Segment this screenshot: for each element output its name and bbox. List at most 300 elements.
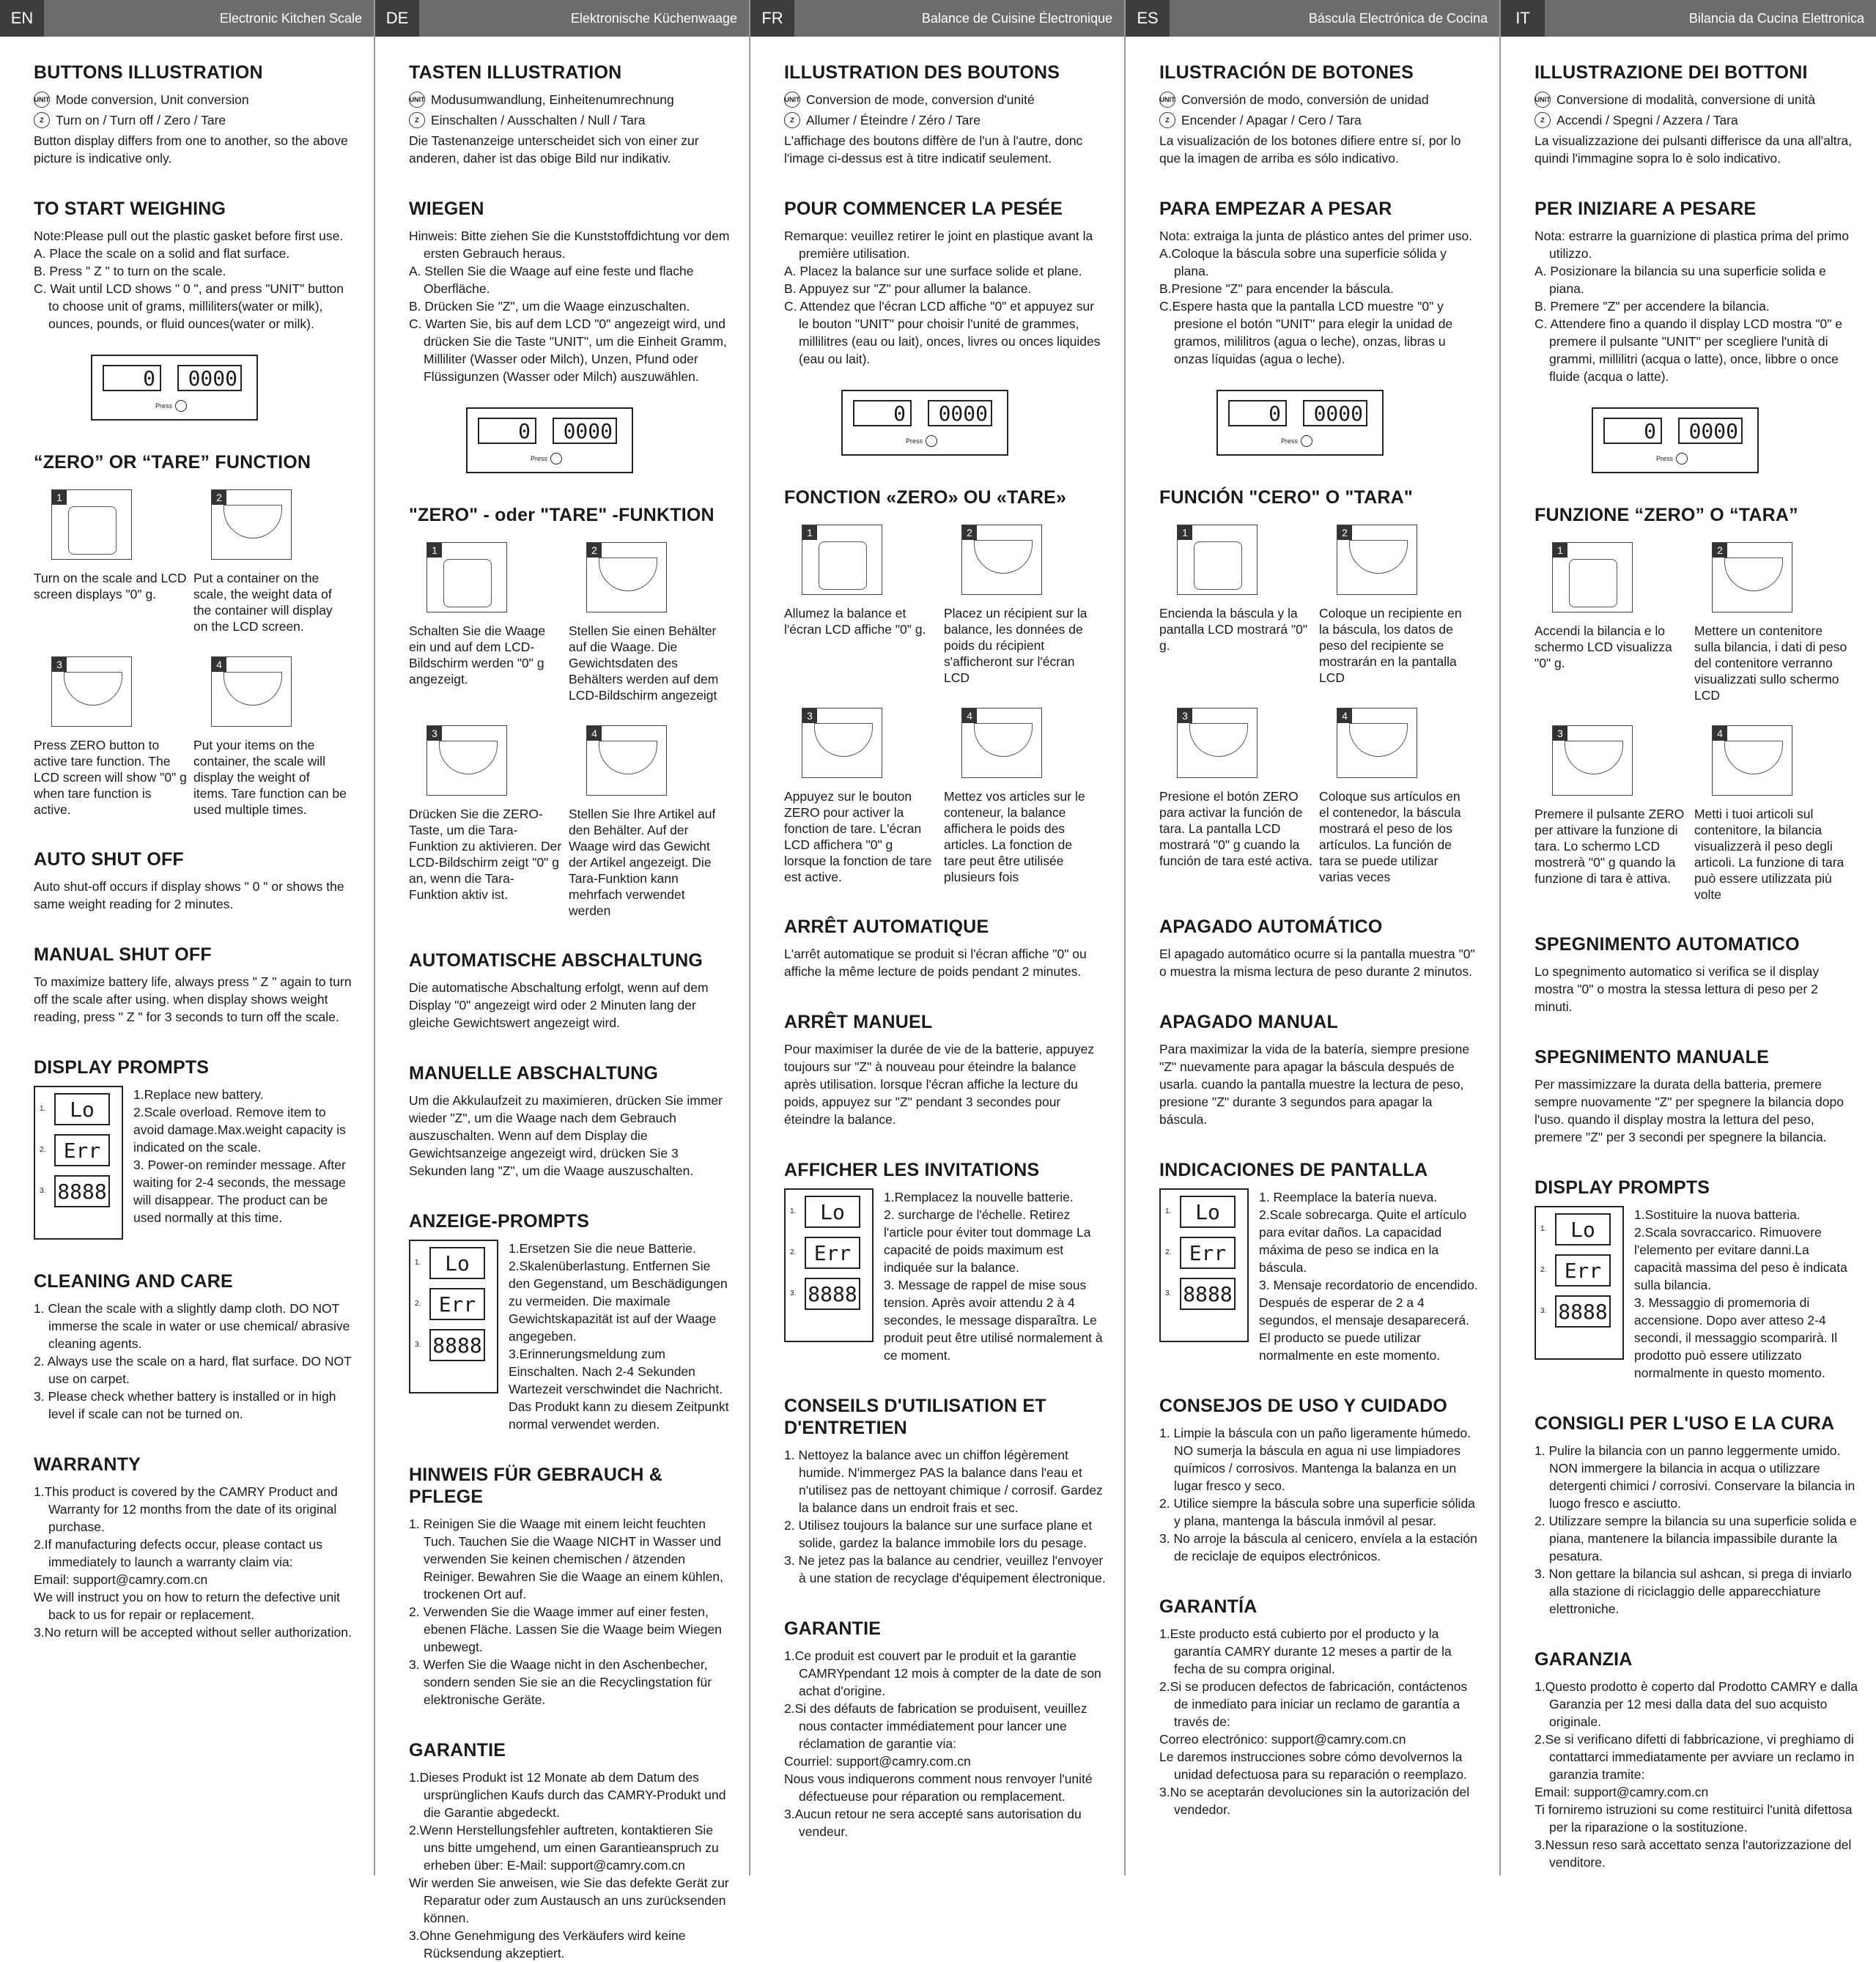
display-prompts-section [1159, 1159, 1482, 1364]
auto-shut-off-text: Lo spegnimento automatico si verifica se il display mostra "0" o mostra la stessa lettura di peso per 2 minuti. [1535, 964, 1820, 1014]
warranty-item: 1.Ce produit est couvert par le produit et la garantie CAMRYpendant 12 mois à compter de la date de son achat d'origine. [784, 1648, 1101, 1698]
column-body [0, 37, 374, 1641]
column-body [375, 37, 749, 1962]
z-button-row [34, 111, 356, 129]
section-heading: CLEANING AND CARE [34, 1271, 233, 1292]
section-heading: ILUSTRACIÓN DE BOTONES [1159, 62, 1414, 83]
start-weighing-section [784, 198, 1107, 456]
step-item: C. Attendere fino a quando il display LCD mostra "0" e premere il pulsante "UNIT" per scegliere l'unità di grammi, millilitri (acqua o latte), once, libbre o once fluide (acqua o latte). [1535, 316, 1843, 384]
warranty-list [1159, 1625, 1482, 1818]
section-heading: AUTO SHUT OFF [34, 849, 184, 870]
step-number: 1 [52, 490, 67, 505]
prompt-code: Err [805, 1237, 860, 1269]
section-heading: GARANZIA [1535, 1649, 1633, 1670]
tare-step-text: Mettez vos articles sur le conteneur, la balance affichera le poids des articles. La fonction de tare peut être utilisée plusieurs fois [944, 789, 1085, 884]
language-column-en [0, 0, 375, 1876]
section-heading: FUNCIÓN "CERO" O "TARA" [1159, 487, 1413, 508]
tare-section [1535, 504, 1858, 903]
bowl-icon [599, 741, 657, 774]
scale-illustration-icon [802, 708, 882, 778]
manual-shut-off-section [34, 944, 356, 1026]
step-number: 1 [1553, 543, 1567, 558]
prompt-number: 1. [40, 1105, 46, 1113]
tare-step-text: Encienda la báscula y la pantalla LCD mostrará "0" g. [1159, 606, 1308, 653]
warranty-item: Email: support@camry.com.cn [34, 1572, 208, 1587]
prompt-codes-panel [409, 1240, 498, 1393]
prompt-explanation: 2.Scale overload. Remove item to avoid damage.Max.weight capacity is indicated on the scale. [133, 1105, 346, 1155]
scale-illustration-icon [1337, 708, 1417, 778]
column-body [1126, 37, 1499, 1818]
prompt-explanation: 3. Message de rappel de mise sous tension. Après avoir attendu 2 à 4 secondes, le message disparaîtra. Le produit peut être utilisé normalement à ce moment. [884, 1278, 1103, 1363]
scale-illustration-icon [586, 542, 667, 612]
language-column-de [375, 0, 750, 1961]
column-header [1126, 0, 1499, 37]
section-heading: HINWEIS FÜR GEBRAUCH & PFLEGE [409, 1465, 663, 1507]
tare-step-text: Coloque un recipiente en la báscula, los datos de peso del recipiente se mostrarán en la pantalla LCD [1319, 606, 1462, 685]
care-item: 2. Utilizzare sempre la bilancia su una superficie solida e piana, mantenere la bilancia impassibile durante la pesatura. [1535, 1514, 1857, 1563]
column-body [750, 37, 1124, 1840]
press-label: Press [155, 402, 173, 410]
prompt-number: 1. [790, 1207, 797, 1215]
prompt-explanations [1259, 1188, 1482, 1364]
tare-step [409, 533, 563, 703]
bowl-icon [224, 505, 282, 538]
step-number: 1 [1178, 525, 1192, 540]
prompt-code: Lo [54, 1093, 110, 1125]
warranty-item: Email: support@camry.com.cn [1535, 1785, 1709, 1799]
buttons-section [784, 62, 1107, 167]
tare-step [409, 717, 563, 919]
tare-step [784, 699, 938, 885]
warranty-item: 1.This product is covered by the CAMRY Product and Warranty for 12 months from the date of its original purchase. [34, 1484, 338, 1534]
step-number: 1 [802, 525, 817, 540]
z-button-label: Allumer / Éteindre / Zéro / Tare [806, 113, 981, 127]
press-hint [531, 450, 562, 467]
step-item: Nota: extraiga la junta de plástico antes del primer uso. [1159, 229, 1473, 243]
prompt-number: 2. [415, 1300, 421, 1308]
warranty-item: 2.Si se producen defectos de fabricación, contáctenos de inmediato para iniciar un reclamo de garantía a través de: [1159, 1679, 1468, 1729]
step-item: A.Coloque la báscula sobre una superficie sólida y plana. [1159, 246, 1447, 278]
power-button-icon [175, 400, 187, 412]
tare-step [569, 533, 723, 703]
prompt-number: 3. [40, 1187, 46, 1195]
warranty-list [1535, 1678, 1858, 1871]
prompt-explanation: 3. Mensaje recordatorio de encendido. Después de esperar de 2 a 4 segundos, el mensaje desaparecerá. El producto se puede utilizar normalmente en este momento. [1259, 1278, 1478, 1363]
tare-steps-grid [1535, 533, 1858, 903]
manual-shut-off-text: Para maximizar la vida de la batería, siempre presione "Z" nuevamente para apagar la báscula después de usarla. cuando la pantalla muestre la lectura de peso, presione "Z" durante 3 segundos para apagar la báscula. [1159, 1042, 1470, 1127]
care-item: 3. Ne jetez pas la balance au cendrier, veuillez l'envoyer à une station de recyclage d'équipement électronique. [784, 1553, 1106, 1585]
prompt-number: 3. [790, 1289, 797, 1297]
language-column-es [1126, 0, 1501, 1876]
step-number: 3 [1553, 726, 1567, 741]
prompt-explanation: 3. Power-on reminder message. After waiting for 2-4 seconds, the message will disappear. The product can be used normally at this time. [133, 1158, 346, 1225]
display-prompts-section [409, 1210, 731, 1433]
prompt-code-row [40, 1093, 117, 1125]
warranty-item: Ti forniremo istruzioni su come restituirci l'unità difettosa per la riparazione o la sostituzione. [1535, 1802, 1853, 1835]
manual-shut-off-text: To maximize battery life, always press " Z " again to turn off the scale after using. when display shows weight reading, press " Z " for 3 seconds to turn off the scale. [34, 974, 352, 1024]
warranty-item: Wir werden Sie anweisen, wie Sie das defekte Gerät zur Reparatur oder zum Austausch an uns zurücksenden können. [409, 1876, 729, 1925]
tare-steps-grid [409, 533, 731, 919]
step-item: B. Drücken Sie "Z", um die Waage einzuschalten. [409, 299, 690, 314]
press-hint [1281, 432, 1312, 450]
section-heading: “ZERO” OR “TARE” FUNCTION [34, 452, 311, 473]
power-zero-button-icon: Z [1535, 112, 1551, 128]
bowl-icon [1724, 558, 1783, 591]
scale-illustration-icon [1712, 725, 1792, 796]
tare-step-text: Appuyez sur le bouton ZERO pour activer la fonction de tare. L'écran LCD affichera "0" g lorsque la fonction de tare est active. [784, 789, 932, 884]
display-prompts-section [1535, 1177, 1858, 1382]
prompt-explanation: 1. Reemplace la batería nueva. [1259, 1190, 1438, 1204]
start-steps [1159, 227, 1482, 368]
step-item: Nota: estrarre la guarnizione di plastica prima del primo utilizzo. [1535, 229, 1849, 261]
language-code: IT [1501, 0, 1545, 37]
prompt-code-row [415, 1288, 492, 1320]
bowl-icon [1724, 741, 1783, 774]
tare-step [1694, 717, 1848, 903]
tare-step [784, 516, 938, 686]
prompt-code: Err [429, 1288, 485, 1320]
warranty-item: 2.If manufacturing defects occur, please contact us immediately to launch a warranty claim via: [34, 1537, 322, 1569]
step-item: C.Espere hasta que la pantalla LCD muestre "0" y presione el botón "UNIT" para elegir la unidad de gramos, mililitros (agua o leche), onzas, libras u onzas líquidas (agua o leche). [1159, 299, 1453, 366]
manual-shut-off-section [1535, 1046, 1858, 1146]
section-heading: "ZERO" - oder "TARE" -FUNKTION [409, 505, 714, 525]
tare-step-text: Stellen Sie Ihre Artikel auf den Behälter. Auf der Waage wird das Gewicht der Artikel angezeigt. Die Tara-Funktion kann mehrfach verwendet werden [569, 807, 716, 918]
auto-shut-off-section [1159, 916, 1482, 980]
care-list [34, 1300, 356, 1423]
step-number: 4 [587, 726, 602, 741]
scale-illustration-icon [211, 656, 292, 727]
tare-step [193, 648, 347, 818]
product-title: Electronic Kitchen Scale [219, 10, 362, 26]
scale-illustration-icon [1337, 525, 1417, 595]
warranty-item: Nous vous indiquerons comment nous renvoyer l'unité défectueuse pour réparation ou remplacement. [784, 1772, 1093, 1804]
prompt-explanations [509, 1240, 731, 1433]
unit-button-row [1535, 91, 1858, 108]
z-button-row [409, 111, 731, 129]
tare-step [1535, 533, 1688, 703]
care-list [784, 1446, 1107, 1587]
prompt-code: Lo [429, 1247, 485, 1279]
scale-illustration-icon [961, 525, 1042, 595]
unit-button-row [34, 91, 356, 108]
lcd-weight-readout: 0 [103, 365, 161, 391]
lcd-unit-readout: 0000 [928, 400, 992, 426]
language-column-fr [750, 0, 1126, 1876]
section-heading: FONCTION «ZERO» OU «TARE» [784, 487, 1067, 508]
scale-illustration-icon [1552, 725, 1633, 796]
auto-shut-off-section [1535, 933, 1858, 1015]
care-list [409, 1515, 731, 1709]
section-heading: GARANTIE [784, 1618, 882, 1639]
step-item: Note:Please pull out the plastic gasket before first use. [34, 229, 344, 243]
prompt-code: 8888 [54, 1175, 110, 1207]
start-weighing-section [409, 198, 731, 473]
warranty-item: 2.Se si verificano difetti di fabbricazione, vi preghiamo di contattarci immediatamente per avviare un reclamo in garanzia tramite: [1535, 1732, 1855, 1782]
prompt-number: 3. [1540, 1307, 1547, 1315]
warranty-item: 3.No se aceptarán devoluciones sin la autorización del vendedor. [1159, 1785, 1470, 1817]
unit-button-label: Conversion de mode, conversion d'unité [806, 92, 1035, 107]
display-prompts [1159, 1188, 1482, 1364]
care-item: 1. Nettoyez la balance avec un chiffon légèrement humide. N'immergez PAS la balance dans l'eau et n'utilisez pas de nettoyant chimique / corrosif. Gardez la balance dans un endroit frais et sec. [784, 1448, 1103, 1515]
tare-step-text: Placez un récipient sur la balance, les données de poids du récipient s'afficheront sur l'écran LCD [944, 606, 1087, 685]
warranty-item: 3.No return will be accepted without seller authorization. [34, 1625, 352, 1640]
prompt-number: 2. [40, 1146, 46, 1154]
bowl-icon [814, 723, 873, 757]
care-list [1535, 1442, 1858, 1618]
lcd-unit-readout: 0000 [553, 418, 617, 444]
start-steps [1535, 227, 1858, 385]
prompt-number: 2. [790, 1248, 797, 1256]
prompt-code-row [790, 1278, 868, 1310]
auto-shut-off-section [784, 916, 1107, 980]
bowl-icon [1349, 540, 1408, 574]
power-zero-button-icon: Z [409, 112, 425, 128]
scale-icon [68, 506, 117, 555]
warranty-item: Le daremos instrucciones sobre cómo devolvernos la unidad defectuosa para su reparación o reemplazo. [1159, 1750, 1467, 1782]
warranty-item: 1.Questo prodotto è coperto dal Prodotto CAMRY e dalla Garanzia per 12 mesi dalla data del suo acquisto originale. [1535, 1679, 1858, 1729]
cleaning-care-section [409, 1464, 731, 1709]
prompt-code-row [1165, 1278, 1243, 1310]
manual-shut-off-section [784, 1011, 1107, 1128]
tare-step-text: Premere il pulsante ZERO per attivare la funzione di tara. Lo schermo LCD mostrerà "0" g quando la funzione di tara è attiva. [1535, 807, 1685, 886]
power-zero-button-icon: Z [784, 112, 800, 128]
scale-icon [1194, 541, 1242, 590]
unit-button-label: Mode conversion, Unit conversion [56, 92, 249, 107]
step-number: 3 [802, 708, 817, 723]
prompt-explanation: 3. Messaggio di promemoria di accensione. Dopo aver atteso 2-4 secondi, il messaggio scomparirà. Il prodotto può essere utilizzato normalmente in questo momento. [1634, 1295, 1838, 1380]
prompt-code-row [415, 1247, 492, 1279]
prompt-explanation: 1.Ersetzen Sie die neue Batterie. [509, 1241, 696, 1256]
start-weighing-section [1159, 198, 1482, 456]
care-item: 1. Pulire la bilancia con un panno leggermente umido. NON immergere la bilancia in acqua o utilizzare detergenti chimici / corrosivi. Conservare la bilancia in luogo fresco e asciutto. [1535, 1443, 1855, 1511]
display-prompts [34, 1086, 356, 1240]
start-weighing-section [1535, 198, 1858, 473]
warranty-list [34, 1483, 356, 1641]
warranty-section [409, 1739, 731, 1962]
unit-button-label: Conversión de modo, conversión de unidad [1181, 92, 1429, 107]
press-label: Press [1281, 437, 1299, 445]
prompt-code-row [1165, 1196, 1243, 1228]
language-code: ES [1126, 0, 1170, 37]
prompt-number: 1. [1165, 1207, 1172, 1215]
start-weighing-section [34, 198, 356, 421]
buttons-section [1535, 62, 1858, 167]
section-heading: APAGADO MANUAL [1159, 1012, 1338, 1032]
prompt-code-row [1540, 1295, 1618, 1328]
tare-step-text: Turn on the scale and LCD screen displays "0" g. [34, 571, 187, 601]
prompt-codes-panel [784, 1188, 874, 1342]
power-zero-button-icon: Z [1159, 112, 1175, 128]
step-item: A. Placez la balance sur une surface solide et plane. [784, 264, 1082, 278]
tare-step [569, 717, 723, 919]
bowl-icon [64, 672, 122, 706]
prompt-explanation: 2. surcharge de l'échelle. Retirez l'article pour éviter tout dommage La capacité de poids maximum est indiquée sur la balance. [884, 1207, 1091, 1275]
section-heading: ILLUSTRAZIONE DEI BOTTONI [1535, 62, 1808, 83]
prompt-explanations [884, 1188, 1107, 1364]
section-heading: TO START WEIGHING [34, 199, 226, 219]
product-title: Bilancia da Cucina Elettronica [1688, 10, 1864, 26]
prompt-explanations [1634, 1206, 1858, 1382]
lcd-display-diagram [466, 407, 633, 473]
section-heading: ILLUSTRATION DES BOUTONS [784, 62, 1060, 83]
step-number: 2 [1337, 525, 1352, 540]
section-heading: AUTOMATISCHE ABSCHALTUNG [409, 950, 704, 971]
prompt-number: 3. [415, 1341, 421, 1349]
start-steps [34, 227, 356, 333]
z-button-row [1535, 111, 1858, 129]
start-steps [409, 227, 731, 385]
prompt-codes-panel [34, 1086, 123, 1240]
prompt-number: 1. [415, 1259, 421, 1267]
scale-icon [1569, 559, 1617, 607]
tare-step-text: Coloque sus artículos en el contenedor, la báscula mostrará el peso de los artículos. La función de tara se puede utilizar varias veces [1319, 789, 1461, 884]
power-button-icon [926, 435, 937, 447]
buttons-section [34, 62, 356, 167]
display-prompts-section [34, 1056, 356, 1240]
prompt-explanation: 1.Remplacez la nouvelle batterie. [884, 1190, 1074, 1204]
warranty-section [34, 1454, 356, 1641]
scale-icon [819, 541, 867, 590]
section-heading: ARRÊT AUTOMATIQUE [784, 917, 989, 937]
step-item: C. Attendez que l'écran LCD affiche "0" et appuyez sur le bouton "UNIT" pour choisir l'unité de grammes, millilitres (eau ou lait), onces, livres ou onces liquides (eau ou lait). [784, 299, 1101, 366]
step-number: 2 [1713, 543, 1727, 558]
step-item: C. Warten Sie, bis auf dem LCD "0" angezeigt wird, und drücken Sie die Taste "UNIT", um die Einheit Gramm, Milliliter (Wasser oder Milch), Unzen, Pfund oder Flüssigunzen (Wasser oder Milch) auszuwählen. [409, 316, 727, 384]
step-number: 4 [962, 708, 977, 723]
z-button-label: Turn on / Turn off / Zero / Tare [56, 113, 226, 127]
step-number: 4 [212, 657, 226, 672]
prompt-code-row [415, 1329, 492, 1361]
unit-button-row [409, 91, 731, 108]
step-item: Remarque: veuillez retirer le joint en plastique avant la première utilisation. [784, 229, 1093, 261]
lcd-unit-readout: 0000 [177, 365, 242, 391]
warranty-item: We will instruct you on how to return the defective unit back to us for repair or replacement. [34, 1590, 340, 1622]
language-code: FR [750, 0, 794, 37]
tare-step-text: Put a container on the scale, the weight data of the container will display on the LCD screen. [193, 571, 333, 634]
auto-shut-off-text: Die automatische Abschaltung erfolgt, wenn auf dem Display "0" angezeigt wird oder 2 Minuten lang der gleiche Gewichtswert angezeigt wird. [409, 980, 709, 1030]
care-item: 2. Utilisez toujours la balance sur une surface plane et solide, gardez la balance immobile lors du pesage. [784, 1518, 1093, 1550]
bowl-icon [974, 723, 1033, 757]
prompt-code: Lo [805, 1196, 860, 1228]
tare-step [1159, 699, 1313, 885]
prompt-code: Err [1555, 1254, 1611, 1287]
press-label: Press [1656, 455, 1674, 462]
tare-step-text: Presione el botón ZERO para activar la función de tara. La pantalla LCD mostrará "0" g cuando la función de tara esté activa. [1159, 789, 1313, 868]
care-item: 1. Clean the scale with a slightly damp cloth. DO NOT immerse the scale in water or use chemical/ abrasive cleaning agents. [34, 1301, 350, 1351]
press-hint [155, 397, 187, 415]
bowl-icon [1565, 741, 1623, 774]
section-heading: SPEGNIMENTO AUTOMATICO [1535, 934, 1800, 955]
prompt-code-row [1540, 1254, 1618, 1287]
manual-shut-off-section [1159, 1011, 1482, 1128]
product-title: Balance de Cuisine Électronique [921, 10, 1112, 26]
buttons-section [409, 62, 731, 167]
power-button-icon [1676, 453, 1688, 464]
tare-step [34, 481, 188, 634]
bowl-icon [599, 558, 657, 591]
press-hint [906, 432, 937, 450]
press-label: Press [531, 455, 548, 462]
step-number: 2 [212, 490, 226, 505]
prompt-code: 8888 [1180, 1278, 1236, 1310]
warranty-section [1159, 1596, 1482, 1818]
prompt-code: Err [1180, 1237, 1236, 1269]
scale-icon [443, 559, 492, 607]
warranty-item: 3.Ohne Genehmigung des Verkäufers wird keine Rücksendung akzeptiert. [409, 1928, 686, 1961]
buttons-note: L'affichage des boutons diffère de l'un à l'autre, donc l'image ci-dessus est à titre indicatif seulement. [784, 133, 1083, 166]
tare-step-text: Stellen Sie einen Behälter auf die Waage. Die Gewichtsdaten des Behälters werden auf dem LCD-Bildschirm angezeigt [569, 623, 719, 703]
tare-steps-grid [1159, 516, 1482, 885]
display-prompts-section [784, 1159, 1107, 1364]
display-prompts [409, 1240, 731, 1433]
step-number: 2 [962, 525, 977, 540]
step-number: 3 [52, 657, 67, 672]
auto-shut-off-text: Auto shut-off occurs if display shows " 0 " or shows the same weight reading for 2 minutes. [34, 879, 344, 911]
z-button-row [1159, 111, 1482, 129]
warranty-item: 2.Si des défauts de fabrication se produisent, veuillez nous contacter immédiatement pour lancer une réclamation de garantie via: [784, 1701, 1087, 1751]
tare-steps-grid [34, 481, 356, 818]
section-heading: INDICACIONES DE PANTALLA [1159, 1160, 1428, 1180]
section-heading: PARA EMPEZAR A PESAR [1159, 199, 1392, 219]
unit-button-icon: UNIT [34, 92, 50, 108]
unit-button-icon: UNIT [1159, 92, 1175, 108]
z-button-label: Einschalten / Ausschalten / Null / Tara [431, 113, 646, 127]
scale-illustration-icon [586, 725, 667, 796]
prompt-code-row [40, 1134, 117, 1166]
prompt-explanation: 2.Skalenüberlastung. Entfernen Sie den Gegenstand, um Beschädigungen zu vermeiden. Die maximale Gewichtskapazität ist auf der Waage angegeben. [509, 1259, 728, 1344]
tare-step [1159, 516, 1313, 686]
section-heading: DISPLAY PROMPTS [1535, 1177, 1710, 1198]
section-heading: WARRANTY [34, 1454, 141, 1475]
lcd-display-diagram [841, 390, 1008, 456]
step-item: B. Appuyez sur "Z" pour allumer la balance. [784, 281, 1032, 296]
tare-step [944, 516, 1098, 686]
power-button-icon [550, 453, 562, 464]
warranty-item: 3.Aucun retour ne sera accepté sans autorisation du vendeur. [784, 1807, 1082, 1839]
auto-shut-off-text: L'arrêt automatique se produit si l'écran affiche "0" ou affiche la même lecture de poids pendant 2 minutes. [784, 947, 1087, 979]
step-number: 4 [1713, 726, 1727, 741]
column-header [1501, 0, 1876, 37]
z-button-label: Encender / Apagar / Cero / Tara [1181, 113, 1362, 127]
prompt-codes-panel [1535, 1206, 1624, 1360]
unit-button-icon: UNIT [1535, 92, 1551, 108]
lcd-display-diagram [91, 355, 258, 421]
tare-step [1319, 516, 1473, 686]
scale-illustration-icon [211, 489, 292, 560]
tare-step [944, 699, 1098, 885]
step-item: Hinweis: Bitte ziehen Sie die Kunststoffdichtung vor dem ersten Gebrauch heraus. [409, 229, 730, 261]
prompt-code: Lo [1555, 1213, 1611, 1245]
warranty-item: 3.Nessun reso sarà accettato senza l'autorizzazione del venditore. [1535, 1837, 1852, 1870]
warranty-item: Correo electrónico: support@camry.com.cn [1159, 1732, 1406, 1747]
scale-illustration-icon [1177, 708, 1258, 778]
section-heading: MANUELLE ABSCHALTUNG [409, 1063, 659, 1084]
lcd-weight-readout: 0 [478, 418, 536, 444]
press-label: Press [906, 437, 923, 445]
warranty-item: Courriel: support@camry.com.cn [784, 1754, 971, 1769]
warranty-section [784, 1618, 1107, 1840]
step-item: B. Premere "Z" per accendere la bilancia. [1535, 299, 1770, 314]
care-item: 2. Always use the scale on a hard, flat surface. DO NOT use on carpet. [34, 1354, 352, 1386]
step-number: 2 [587, 543, 602, 558]
tare-step [1319, 699, 1473, 885]
lcd-display-diagram [1592, 407, 1759, 473]
tare-step [193, 481, 347, 634]
prompt-code-row [790, 1237, 868, 1269]
prompt-number: 2. [1540, 1266, 1547, 1274]
tare-step [34, 648, 188, 818]
care-item: 1. Limpie la báscula con un paño ligeramente húmedo. NO sumerja la báscula en agua ni use limpiadores químicos / corrosivos. Mantenga la balanza en un lugar fresco y seco. [1159, 1426, 1471, 1493]
section-heading: AFFICHER LES INVITATIONS [784, 1160, 1040, 1180]
